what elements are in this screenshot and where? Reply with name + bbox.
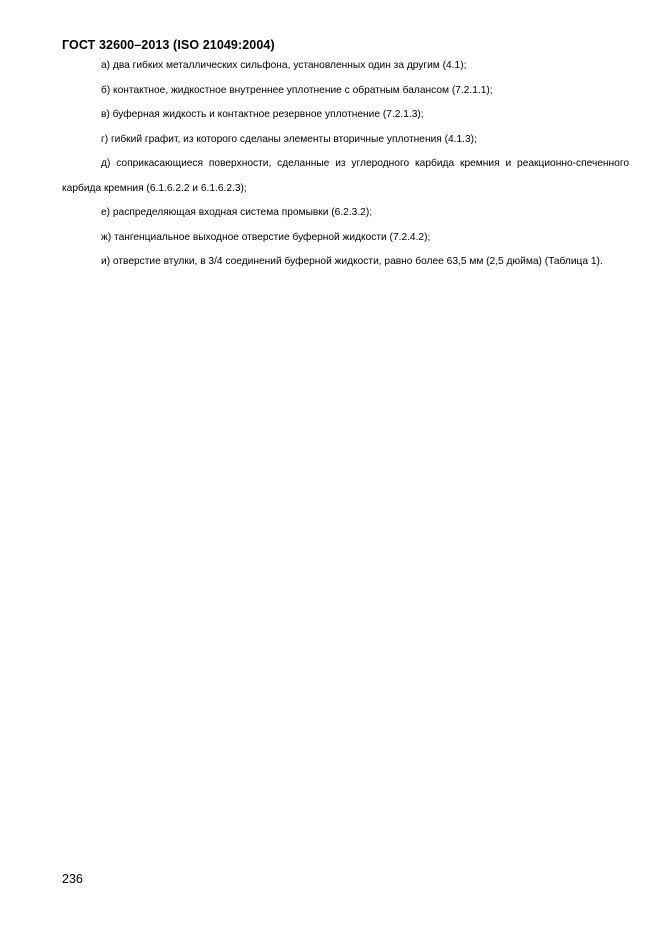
list-item-i: и) отверстие втулки, в 3/4 соединений буферной жидкости, равно более 63,5 мм (2,5 дюйма) (Таблица 1). [101, 256, 603, 267]
requirements-list [62, 54, 629, 275]
document-header: ГОСТ 32600–2013 (ISO 21049:2004) [62, 38, 275, 52]
list-item-e: е) распределяющая входная система промывки (6.2.3.2); [101, 207, 373, 218]
page-number: 236 [62, 872, 83, 886]
list-item-zh: ж) тангенциальное выходное отверстие буферной жидкости (7.2.4.2); [101, 231, 431, 243]
list-item-a: а) два гибких металлических сильфона, установленных один за другим (4.1); [101, 60, 467, 71]
list-item-d: д) соприкасающиеся поверхности, сделанные из углеродного карбида кремния и реакционно-спеченного карбида кремния (6.1.6.2.2 и 6.1.6.2.3); [62, 158, 629, 194]
list-item-v: в) буферная жидкость и контактное резервное уплотнение (7.2.1.3); [101, 109, 424, 120]
list-item-b: б) контактное, жидкостное внутреннее уплотнение с обратным балансом (7.2.1.1); [101, 84, 493, 96]
list-item-g: г) гибкий графит, из которого сделаны элементы вторичные уплотнения (4.1.3); [101, 133, 477, 145]
